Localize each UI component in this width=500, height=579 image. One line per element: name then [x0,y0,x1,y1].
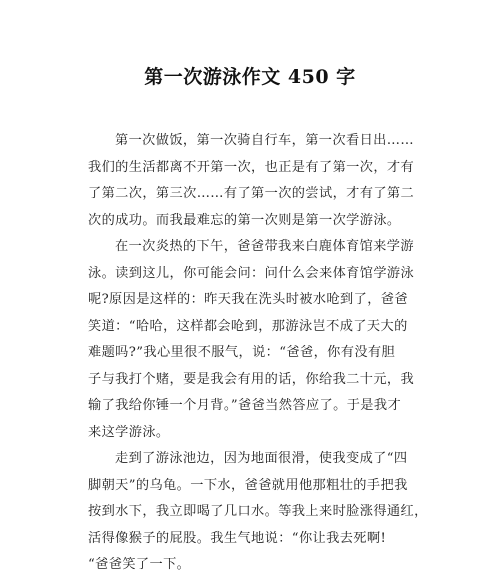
paragraph-2-line-2: 泳。读到这儿，你可能会问：问什么会来体育馆学游泳 [88,265,415,281]
document-body [88,128,428,579]
paragraph-3-line-5: “爸爸笑了一下。 [88,557,191,572]
paragraph-2-line-8: 来这学游泳。 [88,424,170,440]
paragraph-2-line-5: 难题吗?”我心里很不服气，说：“爸爸，你有没有胆 [88,345,396,360]
paragraph-3-line-1: 走到了游泳池边，因为地面很滑，使我变成了“四 [115,451,408,466]
paragraph-3-line-3: 按到水下，我立即喝了几口水。等我上来时脸涨得通红， [88,504,428,519]
paragraph-3-line-2: 脚朝天”的乌龟。一下水，爸爸就用他那粗壮的手把我 [88,477,408,493]
paragraph-2-line-1: 在一次炎热的下午，爸爸带我来白鹿体育馆来学游 [115,239,414,254]
paragraph-2-line-3: 呢?原因是这样的：昨天我在洗头时被水呛到了，爸爸 [88,292,408,307]
paragraph-2-line-7: 输了我给你锤一个月背。”爸爸当然答应了。于是我才 [88,398,402,413]
paragraph-3-line-4: 活得像猴子的屁股。我生气地说：“你让我去死啊! [88,530,387,546]
paragraph-1-line-1: 第一次做饭，第一次骑自行车，第一次看日出…… [115,133,414,148]
paragraph-1-line-4: 次的成功。而我最难忘的第一次则是第一次学游泳。 [88,212,401,228]
paragraph-1-line-2: 我们的生活都离不开第一次，也正是有了第一次，才有 [88,159,415,175]
paragraph-2-line-6: 子与我打个赌，要是我会有用的话，你给我二十元，我 [88,371,415,387]
paragraph-1-line-3: 了第二次，第三次……有了第一次的尝试，才有了第二 [88,186,415,201]
document-title: 第一次游泳作文 450 字 [144,66,356,88]
paragraph-2-line-4: 笑道：“哈哈，这样都会呛到，那游泳岂不成了天大的 [88,318,408,334]
